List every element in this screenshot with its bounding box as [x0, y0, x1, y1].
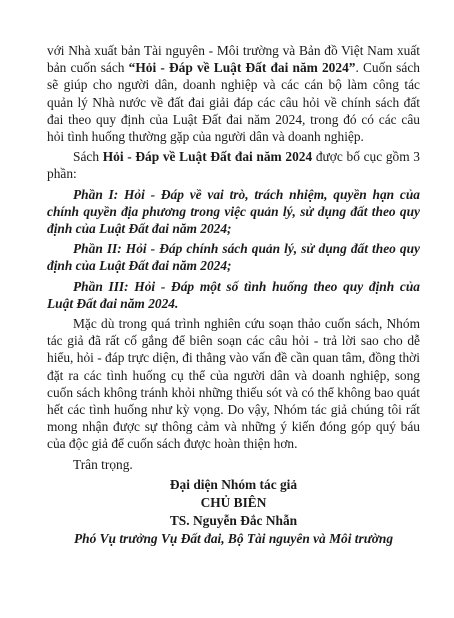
- intro-rest: Cuốn sách sẽ giúp cho người dân, doanh nghiệp và các cán bộ làm công tác quản lý Nhà nước về đất đai giải đáp các câu hỏi về chính sách đất đai theo quy định của Luật Đất đai năm 2024, trong đó có các câu hỏi tình huống thường gặp của người dân và doanh nghiệp.: [47, 60, 420, 145]
- part-3: Phần III: Hỏi - Đáp một số tình huống theo quy định của Luật Đất đai năm 2024.: [47, 278, 420, 311]
- part-2: Phần II: Hỏi - Đáp chính sách quản lý, sử dụng đất theo quy định của Luật Đất đai năm 2024;: [47, 241, 420, 274]
- structure-prefix: Sách: [73, 149, 103, 165]
- signature-role: CHỦ BIÊN: [200, 494, 267, 510]
- structure-book-title: Hỏi - Đáp về Luật Đất đai năm 2024: [102, 149, 313, 165]
- closing-line: Trân trọng.: [73, 456, 133, 472]
- intro-line-2-prefix: xuất bản cuốn sách: [47, 43, 420, 76]
- intro-line-2-suffix: .: [355, 60, 359, 76]
- body-paragraph: Mặc dù trong quá trình nghiên cứu soạn thảo cuốn sách, Nhóm tác giả đã rất cố gắng để biên soạn các câu hỏi - trả lời sao cho dễ hiểu, hỏi - đáp trực diện, đi thẳng vào vấn đề cần quan tâm, đồng thời đặt ra các tình huống cụ thể của người dân và doanh nghiệp, song cuốn sách không tránh khỏi những thiếu sót và có thể không bao quát hết các tình huống như kỳ vọng. Do vậy, Nhóm tác giả chúng tôi rất mong nhận được sự thông cảm và những ý kiến đóng góp quý báu của độc giả để cuốn sách được hoàn thiện hơn.: [47, 316, 420, 452]
- signature-position: Phó Vụ trưởng Vụ Đất đai, Bộ Tài nguyên và Môi trường: [73, 530, 394, 546]
- intro-paragraph: [47, 42, 420, 145]
- part-1: Phần I: Hỏi - Đáp về vai trò, trách nhiệm, quyền hạn của chính quyền địa phương trong việc quản lý, sử dụng đất theo quy định của Luật Đất đai năm 2024;: [47, 186, 420, 237]
- signature-block: [47, 476, 420, 548]
- signature-representative: Đại diện Nhóm tác giả: [169, 476, 298, 492]
- intro-line-1: với Nhà xuất bản Tài nguyên - Môi trường và Bản đồ Việt Nam: [47, 43, 394, 58]
- structure-paragraph: [47, 148, 420, 182]
- intro-book-title: “Hỏi - Đáp về Luật Đất đai năm 2024”: [128, 60, 356, 76]
- signature-name: TS. Nguyễn Đắc Nhẫn: [169, 512, 298, 528]
- structure-suffix: được bố cục gồm 3 phần:: [47, 149, 420, 182]
